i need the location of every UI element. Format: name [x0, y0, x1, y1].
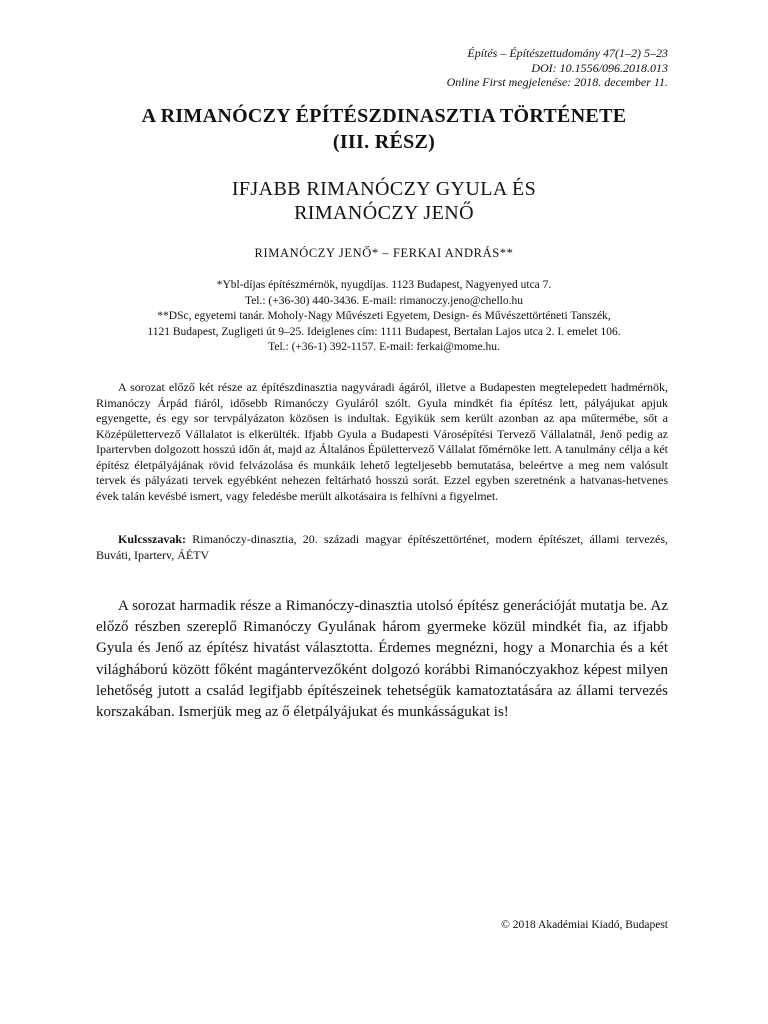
keywords-text: Rimanóczy-dinasztia, 20. századi magyar építészettörténet, modern építészet, állami tervezés, Buváti, Iparterv, ÁÉTV: [96, 532, 669, 562]
author-affiliations: [60, 278, 708, 356]
doi: DOI: 10.1556/096.2018.013: [531, 60, 668, 75]
affiliation-line: **DSc, egyetemi tanár. Moholy-Nagy Művészeti Egyetem, Design- és Művészettörténeti Tanszék,: [157, 310, 611, 323]
affiliation-line: Tel.: (+36-1) 392-1157. E-mail: ferkai@mome.hu.: [268, 341, 500, 354]
abstract: A sorozat előző két része az építészdinasztia nagyváradi ágáról, illetve a Budapesten megtelepedett hadmérnök, Rimanóczy Árpád fiáról, idősebb Rimanóczy Gyuláról szólt. Gyula mindkét fia építész lett, pályájukat apjuk egyengette, és egy sor tervpályázaton közösen is indultak. Egyikük sem került azonban az apa műtermébe, sőt a Középülettervező Vállalatot is elkerülték. Ifjabb Gyula a Budapesti Városépítési Tervező Vállalatnál, Jenő pedig az Ipartervben dolgozott hosszú időn át, majd az Általános Épülettervező Vállalat főmérnöke lett. A tanulmány célja a két építész életpályájának rövid felvázolása és munkáik lehető legteljesebb bemutatása, beleértve a meg nem valósult tervek és pályázati tervek egyébként nehezen feltárható hosszú sorát. Ezzel egyben szeretnénk a hatvanas-hetvenes évek talán kevésbé ismert, vagy feledésbe merült alkotásaira is felhívni a figyelmet.: [96, 380, 668, 503]
article-subtitle: [60, 177, 708, 225]
intro-paragraph: A sorozat harmadik része a Rimanóczy-dinasztia utolsó építész generációját mutatja be. Az előző részben szereplő Rimanóczy Gyulának három gyermeke közül mindkét fia, az ifjabb Gyula és Jenő az építész hivatást választotta. Érdemes megnézni, hogy a Monarchia és a két világháború között főként magántervezőként dolgozó korábbi Rimanóczyakhoz képest milyen lehetőség jutott a család legifjabb építészeinek tehetségük kamatoztatására az állami tervezés korszakában. Ismerjük meg az ő életpályájukat és munkásságukat is!: [96, 598, 668, 721]
affiliation-line: 1121 Budapest, Zugligeti út 9–25. Ideiglenes cím: 1111 Budapest, Bertalan Lajos utca 2. I. emelet 106.: [147, 325, 621, 338]
keywords: [96, 532, 668, 563]
author-list: RIMANÓCZY JENŐ* – FERKAI ANDRÁS**: [254, 246, 514, 260]
keywords-label: Kulcsszavak:: [118, 532, 187, 546]
affiliation-line: *Ybl-díjas építészmérnök, nyugdíjas. 1123 Budapest, Nagyenyed utca 7.: [216, 279, 552, 291]
article-title: [60, 103, 708, 155]
online-first-date: Online First megjelenése: 2018. december 11.: [446, 75, 668, 89]
journal-citation: Építés – Építészettudomány 47(1–2) 5–23: [467, 46, 668, 60]
article-title-line-2: (III. RÉSZ): [332, 131, 436, 153]
article-subtitle-line-1: IFJABB RIMANÓCZY GYULA ÉS: [231, 178, 537, 200]
article-subtitle-line-2: RIMANÓCZY JENŐ: [294, 202, 474, 224]
affiliation-line: Tel.: (+36-30) 440-3436. E-mail: rimanoczy.jeno@chello.hu: [244, 294, 524, 307]
journal-header: [447, 46, 668, 90]
article-title-line-1: A RIMANÓCZY ÉPÍTÉSZDINASZTIA TÖRTÉNETE: [141, 105, 627, 127]
copyright-notice: © 2018 Akadémiai Kiadó, Budapest: [501, 919, 668, 931]
